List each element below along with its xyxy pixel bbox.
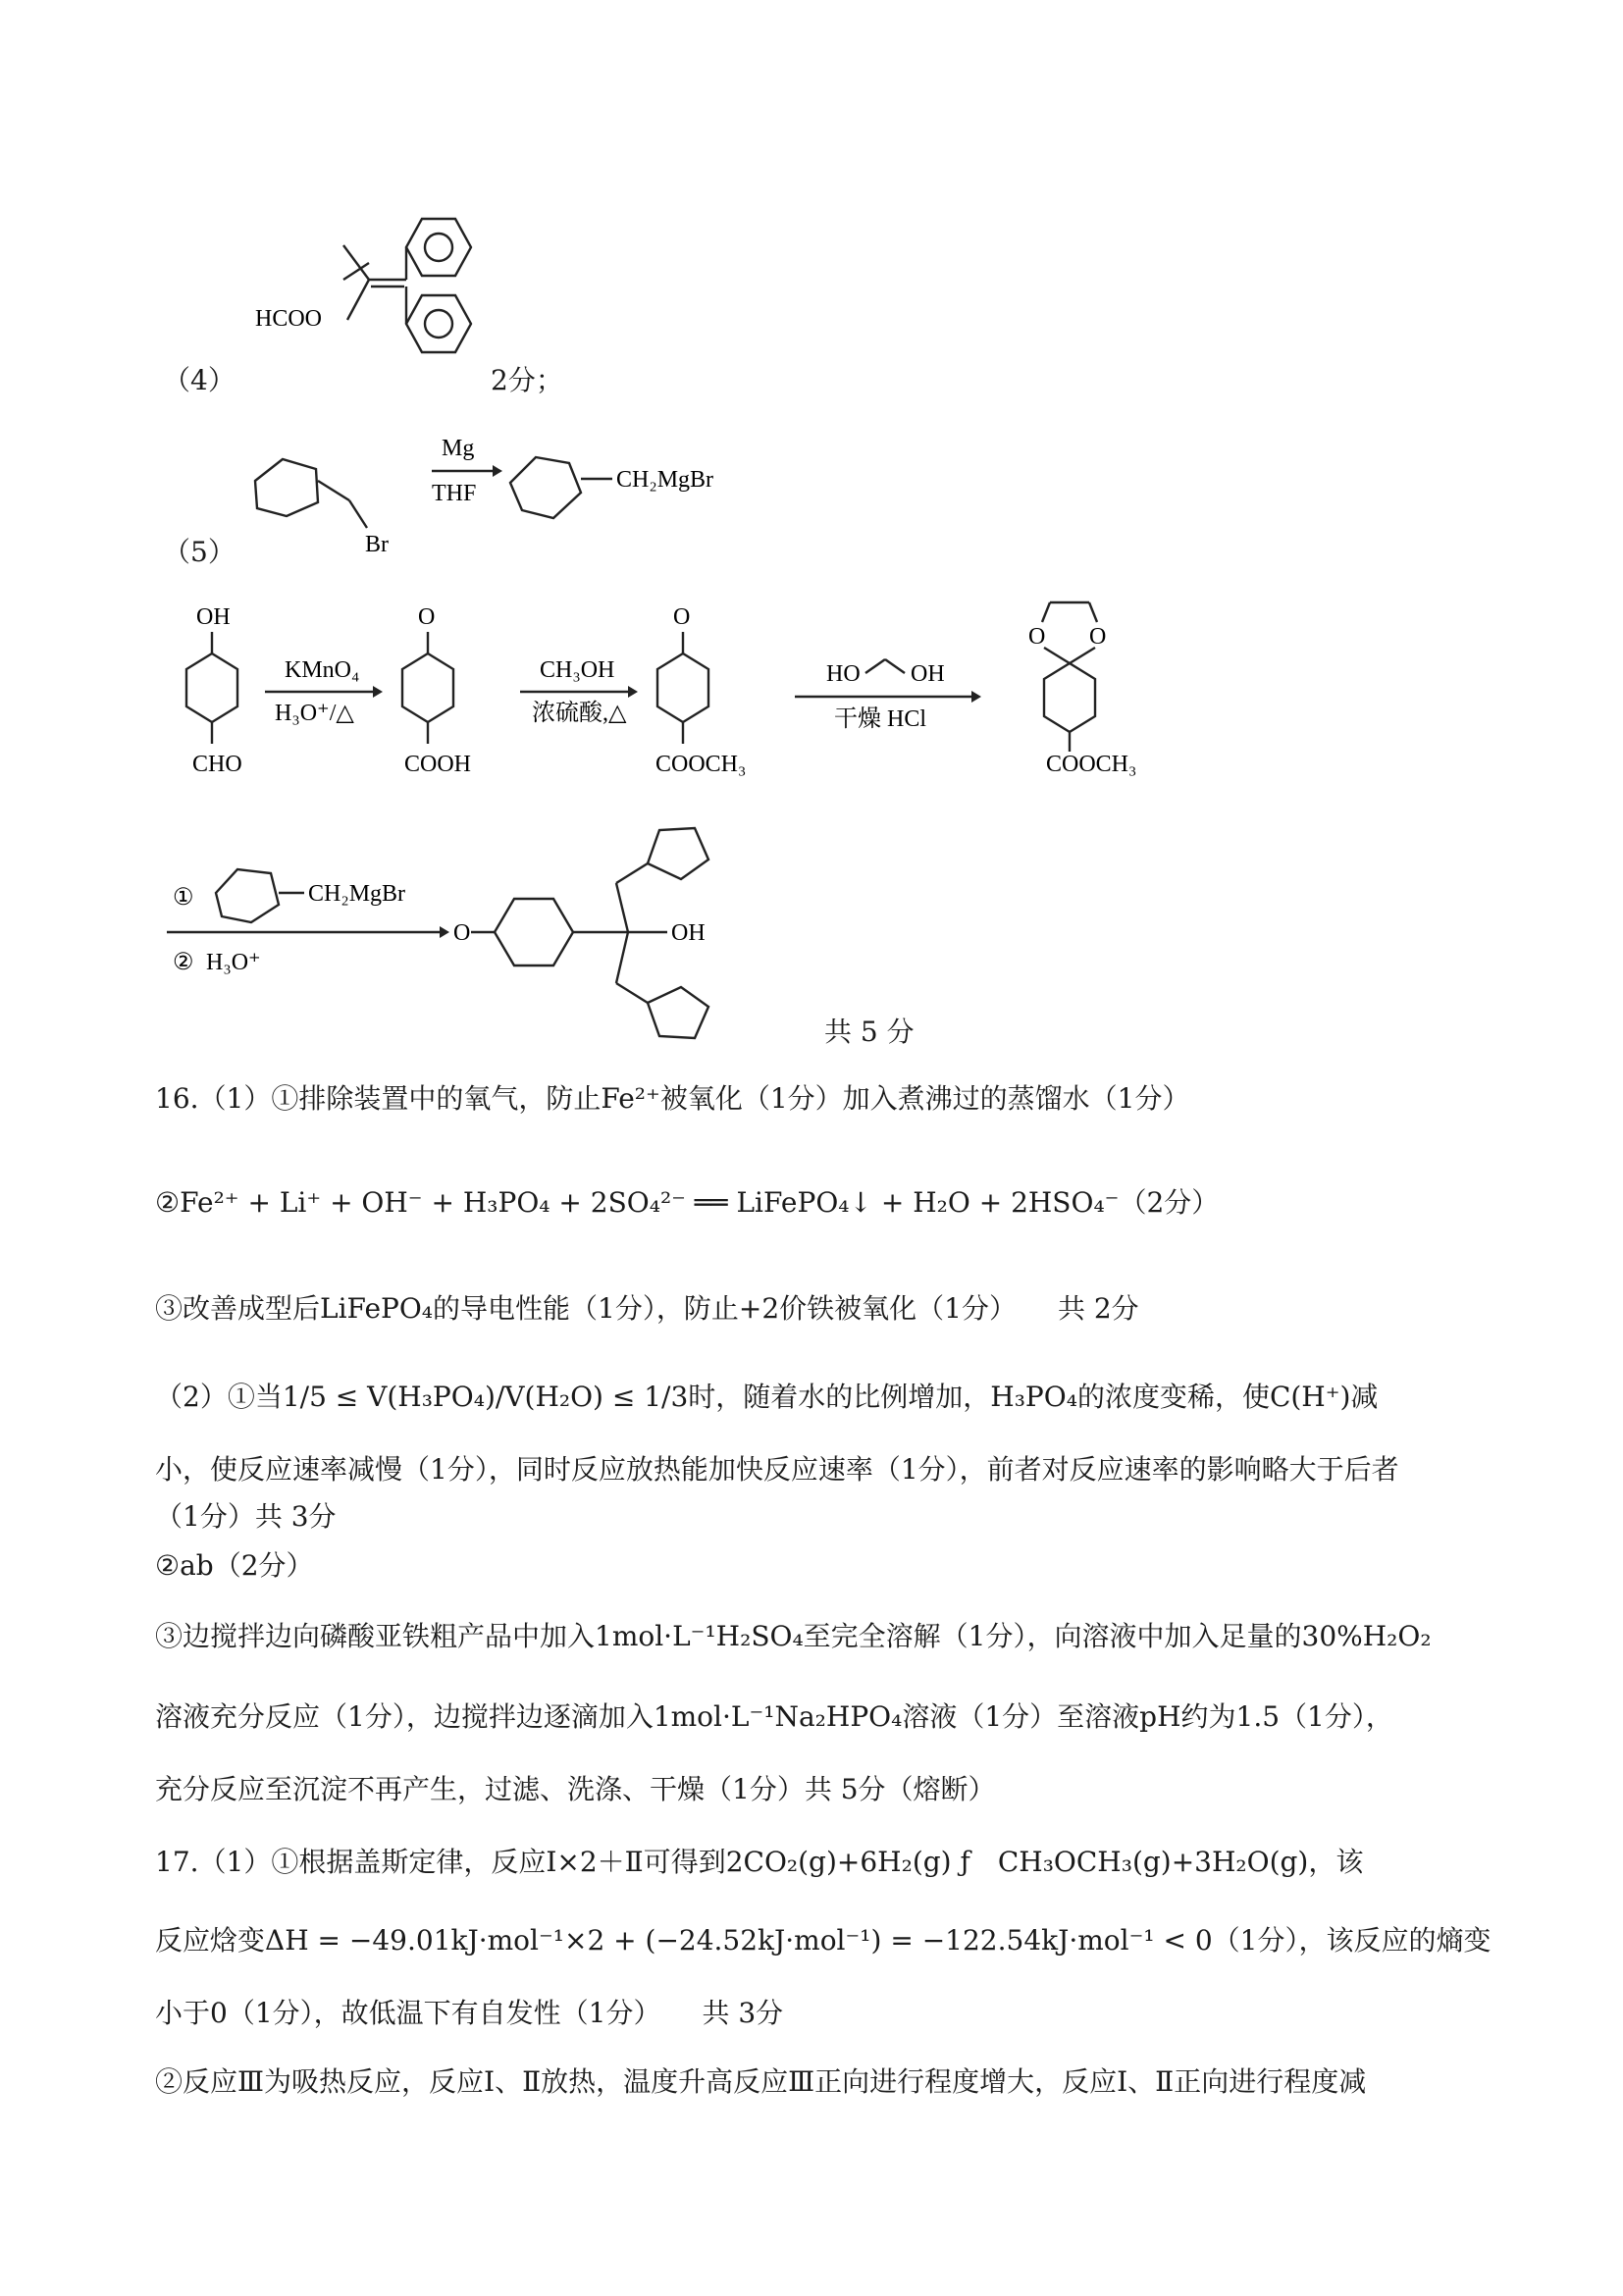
cho-text: CHO (192, 752, 242, 777)
o-text: O (673, 604, 691, 630)
q16-line: 溶液充分反应（1分），边搅拌边逐滴加入1mol·L⁻¹Na₂HPO₄溶液（1分）至溶液pH约为1.5（1分）， (155, 1700, 1393, 1733)
hcoo-text: HCOO (255, 306, 323, 332)
cyclopentane (510, 457, 581, 518)
arrowhead (971, 691, 981, 703)
q16-line: ③改善成型后LiFePO₄的导电性能（1分），防止+2价铁被氧化（1分） 共 2分 (155, 1292, 1139, 1325)
q5-row1 (186, 599, 1266, 795)
bond (1044, 648, 1070, 663)
arrowhead (628, 686, 638, 698)
bond (347, 280, 369, 320)
h3o-text: H₃O⁺ (206, 950, 261, 975)
bond (885, 659, 905, 673)
q5-row2 (157, 814, 844, 1050)
ch2mgbr-text: CH₂MgBr (616, 467, 714, 493)
cyclopentane (648, 828, 708, 879)
bond (1089, 602, 1097, 622)
bond (616, 883, 628, 932)
bond (1070, 648, 1095, 663)
arrowhead (493, 465, 502, 477)
q16-line: （2）①当1/5 ≤ V(H₃PO₄)/V(H₂O) ≤ 1/3时，随着水的比例增加，H₃PO₄的浓度变稀，使C(H⁺)减 (155, 1381, 1379, 1413)
ho-text: HO (826, 661, 861, 687)
cyclohexane (495, 899, 573, 965)
oh-text: OH (671, 920, 706, 946)
q5-label: （5） (163, 536, 236, 568)
reagent-text: 浓硫酸,△ (532, 701, 627, 726)
aromatic-circle (425, 234, 452, 261)
q16-line: ②Fe²⁺ + Li⁺ + OH⁻ + H₃PO₄ + 2SO₄²⁻ ══ LiFePO₄↓ + H₂O + 2HSO₄⁻（2分） (155, 1186, 1220, 1219)
q4-score: 2分； (491, 364, 563, 396)
q5-total: 共 5 分 (824, 1016, 915, 1048)
q16-line: （1分）共 3分 (155, 1500, 337, 1533)
q17-line: 反应焓变ΔH = −49.01kJ·mol⁻¹×2 + (−24.52kJ·mol⁻¹) = −122.54kJ·mol⁻¹ < 0（1分），该反应的熵变 (155, 1924, 1492, 1957)
cooh-text: COOH (404, 752, 472, 777)
phenyl-ring-lower (406, 295, 471, 352)
reagent-text: 干燥 HCl (834, 706, 927, 732)
q5-step0 (236, 422, 746, 569)
oh-text: OH (196, 604, 231, 630)
bond (318, 481, 349, 500)
ch2mgbr-text: CH₂MgBr (308, 881, 406, 907)
cyclopentane (216, 869, 279, 922)
mg-text: Mg (442, 436, 475, 461)
bond (343, 245, 369, 280)
cyclohexane (1044, 663, 1095, 732)
arrowhead (373, 686, 383, 698)
aromatic-circle (425, 310, 452, 338)
circle-1-text: ① (173, 885, 194, 911)
cyclohexane (186, 653, 237, 722)
bond (1042, 602, 1050, 622)
bond (616, 863, 648, 883)
bond (616, 983, 648, 1003)
bond (349, 500, 367, 528)
o-text: O (453, 920, 471, 946)
cyclohexane (657, 653, 708, 722)
cooch3-text: COOCH₃ (1046, 752, 1137, 777)
cyclopentane (255, 459, 318, 516)
oh-text: OH (911, 661, 945, 687)
q16-line: ②ab（2分） (155, 1549, 314, 1582)
circle-2-text: ② (173, 950, 194, 975)
br-text: Br (365, 532, 389, 557)
o-text: O (1089, 624, 1107, 650)
q16-line: 充分反应至沉淀不再产生，过滤、洗涤、干燥（1分）共 5分（熔断） (155, 1773, 996, 1805)
reagent-text: KMnO₄ (285, 657, 360, 683)
thf-text: THF (432, 481, 477, 506)
bond (343, 263, 369, 280)
q17-line: 小于0（1分），故低温下有自发性（1分） 共 3分 (155, 1997, 784, 2029)
o-text: O (418, 604, 436, 630)
reagent-text: H₃O⁺/△ (275, 701, 354, 726)
q16-line: 16.（1）①排除装置中的氧气，防止Fe²⁺被氧化（1分）加入煮沸过的蒸馏水（1分） (155, 1082, 1190, 1115)
bond (616, 932, 628, 983)
cooch3-text: COOCH₃ (655, 752, 747, 777)
o-text: O (1028, 624, 1046, 650)
q17-line: 17.（1）①根据盖斯定律，反应Ⅰ×2＋Ⅱ可得到2CO₂(g)+6H₂(g) ƒ CH₃OCH₃(g)+3H₂O(g)，该 (155, 1846, 1364, 1878)
q16-line: ③边搅拌边向磷酸亚铁粗产品中加入1mol·L⁻¹H₂SO₄至完全溶解（1分），向溶液中加入足量的30%H₂O₂ (155, 1620, 1432, 1652)
cyclopentane (648, 987, 708, 1038)
q4-label: （4） (163, 364, 236, 396)
q16-line: 小，使反应速率减慢（1分），同时反应放热能加快反应速率（1分），前者对反应速率的影响略大于后者 (155, 1453, 1399, 1486)
bond (865, 659, 885, 673)
q17-line: ②反应Ⅲ为吸热反应，反应Ⅰ、Ⅱ放热，温度升高反应Ⅲ正向进行程度增大，反应Ⅰ、Ⅱ正向进行程度减 (155, 2065, 1367, 2098)
arrowhead (440, 926, 449, 938)
phenyl-ring-upper (406, 219, 471, 276)
reagent-text: CH₃OH (540, 657, 615, 683)
q4-structure (245, 206, 500, 402)
cyclohexane (402, 653, 453, 722)
